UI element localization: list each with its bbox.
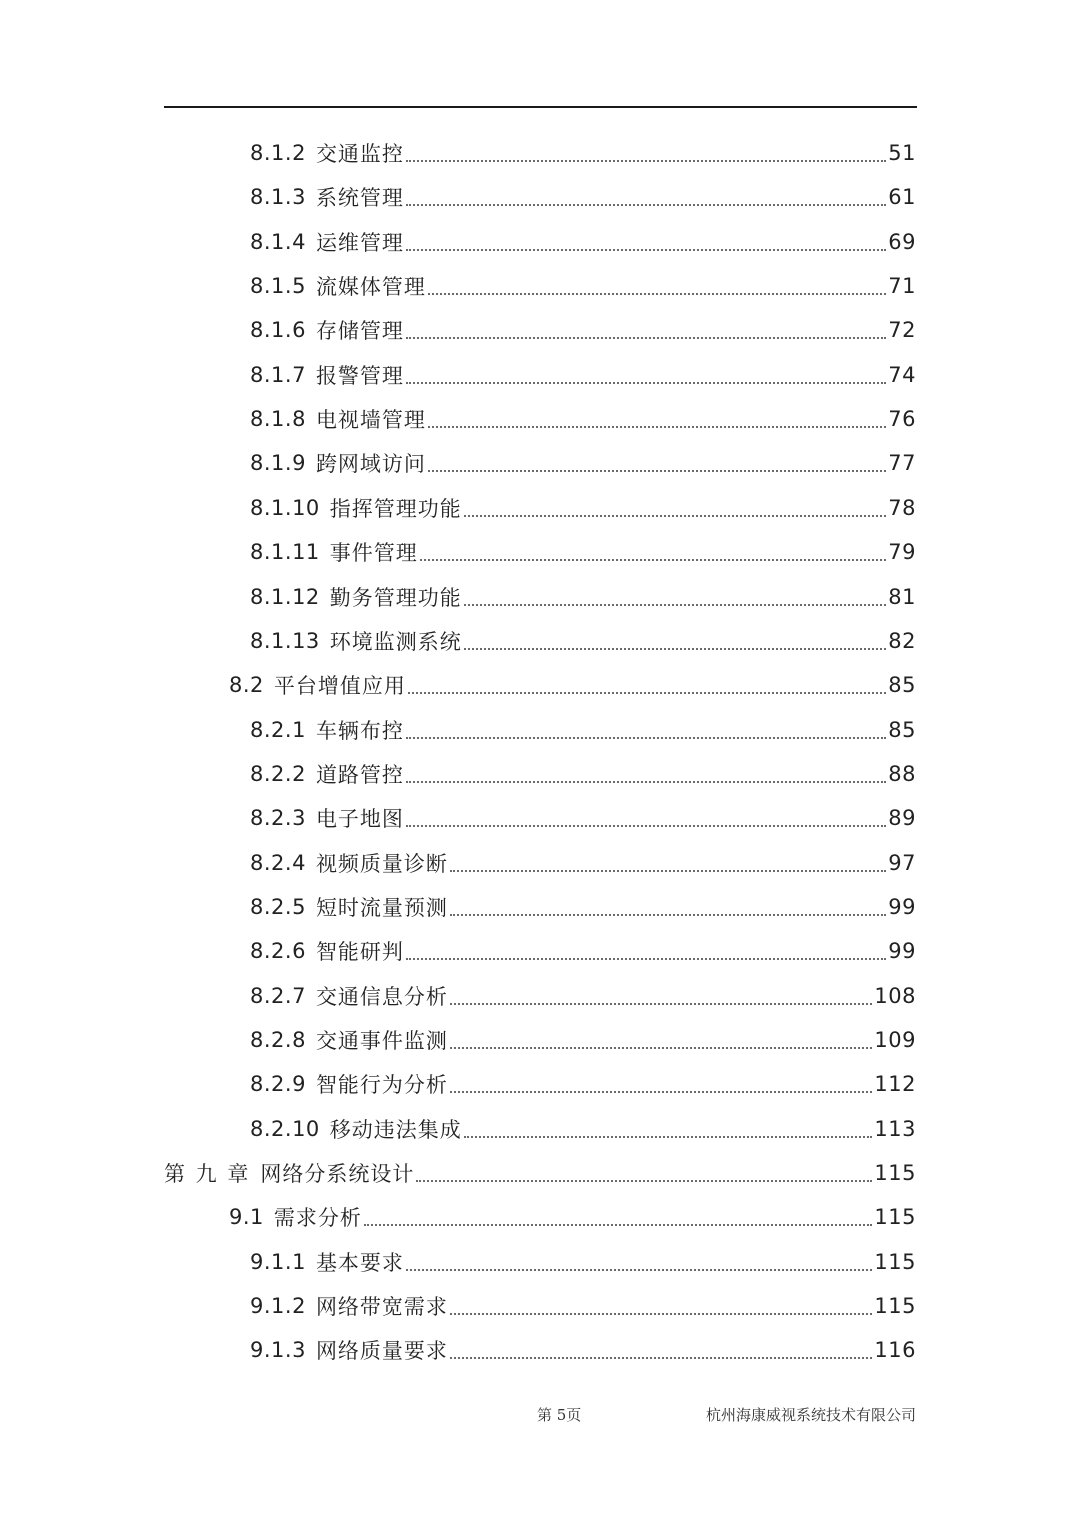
toc-entry-page-number: 99 bbox=[888, 895, 916, 919]
toc-entry[interactable] bbox=[250, 220, 916, 264]
toc-entry-page-number: 97 bbox=[888, 851, 916, 875]
toc-entry-page-number: 82 bbox=[888, 629, 916, 653]
toc-leader-dots bbox=[428, 293, 886, 295]
toc-entry[interactable] bbox=[250, 1107, 916, 1151]
toc-entry-number: 8.2.8 bbox=[250, 1028, 306, 1052]
toc-leader-dots bbox=[450, 1047, 872, 1049]
toc-entry-number: 9.1.3 bbox=[250, 1338, 306, 1362]
toc-leader-dots bbox=[464, 1136, 873, 1138]
toc-entry-page-number: 109 bbox=[874, 1028, 916, 1052]
toc-entry-title: 需求分析 bbox=[273, 1206, 362, 1230]
toc-leader-dots bbox=[450, 1313, 872, 1315]
toc-entry-page-number: 77 bbox=[888, 451, 916, 475]
toc-entry-number: 8.1.11 bbox=[250, 540, 320, 564]
footer-company-name: 杭州海康威视系统技术有限公司 bbox=[705, 1406, 916, 1424]
toc-entry-page-number: 89 bbox=[888, 806, 916, 830]
toc-entry[interactable] bbox=[229, 1195, 916, 1239]
toc-entry-number: 9.1.2 bbox=[250, 1294, 306, 1318]
toc-leader-dots bbox=[450, 1003, 872, 1005]
header-rule bbox=[164, 106, 917, 108]
toc-entry-title: 电子地图 bbox=[315, 807, 404, 831]
toc-entry-title: 系统管理 bbox=[315, 186, 404, 210]
toc-entry-title: 电视墙管理 bbox=[315, 408, 426, 432]
toc-entry[interactable] bbox=[250, 841, 916, 885]
toc-entry-title: 平台增值应用 bbox=[273, 674, 406, 698]
toc-entry-number: 8.2.1 bbox=[250, 718, 306, 742]
toc-leader-dots bbox=[406, 1269, 872, 1271]
toc-entry-title: 基本要求 bbox=[315, 1251, 404, 1275]
toc-entry[interactable] bbox=[250, 264, 916, 308]
toc-entry[interactable] bbox=[250, 929, 916, 973]
toc-entry-title: 智能研判 bbox=[315, 940, 404, 964]
toc-entry-number: 8.1.12 bbox=[250, 585, 320, 609]
toc-entry-page-number: 112 bbox=[874, 1072, 916, 1096]
toc-entry-number: 8.2.9 bbox=[250, 1072, 306, 1096]
toc-entry-page-number: 115 bbox=[874, 1250, 916, 1274]
toc-entry-title: 道路管控 bbox=[315, 763, 404, 787]
toc-entry-number: 8.2.3 bbox=[250, 806, 306, 830]
toc-entry-page-number: 115 bbox=[874, 1205, 916, 1229]
toc-entry[interactable] bbox=[250, 1240, 916, 1284]
toc-entry-title: 跨网域访问 bbox=[315, 452, 426, 476]
toc-entry[interactable] bbox=[250, 530, 916, 574]
toc-entry-page-number: 85 bbox=[888, 718, 916, 742]
toc-entry[interactable] bbox=[250, 708, 916, 752]
toc-entry-title: 网络分系统设计 bbox=[260, 1162, 415, 1186]
toc-entry-page-number: 88 bbox=[888, 762, 916, 786]
toc-entry-page-number: 61 bbox=[888, 185, 916, 209]
toc-entry-number: 8.1.2 bbox=[250, 141, 306, 165]
toc-entry-title: 勤务管理功能 bbox=[329, 586, 462, 610]
toc-entry-number: 8.2.4 bbox=[250, 851, 306, 875]
toc-entry[interactable] bbox=[250, 1328, 916, 1372]
toc-entry-number: 8.1.4 bbox=[250, 230, 306, 254]
toc-leader-dots bbox=[416, 1180, 872, 1182]
toc-entry[interactable] bbox=[229, 663, 916, 707]
toc-entry-page-number: 113 bbox=[874, 1117, 916, 1141]
toc-entry-number: 8.1.6 bbox=[250, 318, 306, 342]
toc-entry-page-number: 81 bbox=[888, 585, 916, 609]
toc-entry-title: 网络带宽需求 bbox=[315, 1295, 448, 1319]
toc-leader-dots bbox=[406, 737, 886, 739]
toc-leader-dots bbox=[450, 1357, 872, 1359]
toc-entry[interactable] bbox=[250, 752, 916, 796]
toc-leader-dots bbox=[406, 958, 886, 960]
toc-entry-number: 8.1.7 bbox=[250, 363, 306, 387]
footer-page-number: 第 5页 bbox=[537, 1406, 582, 1424]
toc-entry-page-number: 71 bbox=[888, 274, 916, 298]
toc-entry-number: 8.1.9 bbox=[250, 451, 306, 475]
toc-entry-title: 视频质量诊断 bbox=[315, 852, 448, 876]
toc-entry-title: 存储管理 bbox=[315, 319, 404, 343]
toc-entry[interactable] bbox=[250, 397, 916, 441]
toc-entry-page-number: 51 bbox=[888, 141, 916, 165]
toc-leader-dots bbox=[364, 1224, 873, 1226]
toc-entry-title: 交通事件监测 bbox=[315, 1029, 448, 1053]
toc-leader-dots bbox=[428, 470, 886, 472]
toc-entry-number: 8.1.13 bbox=[250, 629, 320, 653]
toc-entry[interactable] bbox=[250, 796, 916, 840]
toc-entry-page-number: 69 bbox=[888, 230, 916, 254]
toc-entry-title: 事件管理 bbox=[329, 541, 418, 565]
toc-entry-page-number: 79 bbox=[888, 540, 916, 564]
toc-entry-number: 8.1.8 bbox=[250, 407, 306, 431]
toc-entry-number: 8.1.5 bbox=[250, 274, 306, 298]
toc-entry[interactable] bbox=[250, 974, 916, 1018]
toc-leader-dots bbox=[408, 692, 886, 694]
toc-entry-page-number: 116 bbox=[874, 1338, 916, 1362]
toc-leader-dots bbox=[450, 870, 886, 872]
toc-entry-number: 8.2.2 bbox=[250, 762, 306, 786]
toc-entry-number: 8.2.6 bbox=[250, 939, 306, 963]
toc-entry-title: 智能行为分析 bbox=[315, 1073, 448, 1097]
toc-entry-title: 环境监测系统 bbox=[329, 630, 462, 654]
toc-entry-number: 8.2.5 bbox=[250, 895, 306, 919]
toc-leader-dots bbox=[464, 648, 886, 650]
toc-entry-page-number: 108 bbox=[874, 984, 916, 1008]
toc-entry-title: 交通信息分析 bbox=[315, 985, 448, 1009]
toc-entry-number: 8.2.7 bbox=[250, 984, 306, 1008]
toc-entry-title: 移动违法集成 bbox=[329, 1118, 462, 1142]
toc-entry[interactable] bbox=[250, 353, 916, 397]
toc-entry-page-number: 115 bbox=[874, 1161, 916, 1185]
toc-leader-dots bbox=[420, 559, 886, 561]
toc-entry-title: 网络质量要求 bbox=[315, 1339, 448, 1363]
toc-entry-number: 8.2 bbox=[229, 673, 264, 697]
toc-entry-title: 运维管理 bbox=[315, 231, 404, 255]
toc-leader-dots bbox=[450, 914, 886, 916]
toc-entry[interactable] bbox=[250, 308, 916, 352]
toc-entry-number: 9.1 bbox=[229, 1205, 264, 1229]
toc-entry[interactable] bbox=[250, 441, 916, 485]
toc-entry-page-number: 115 bbox=[874, 1294, 916, 1318]
toc-entry[interactable] bbox=[250, 1062, 916, 1106]
toc-entry-page-number: 72 bbox=[888, 318, 916, 342]
toc-entry-title: 指挥管理功能 bbox=[329, 497, 462, 521]
toc-entry-title: 流媒体管理 bbox=[315, 275, 426, 299]
toc-leader-dots bbox=[428, 426, 886, 428]
toc-entry-title: 短时流量预测 bbox=[315, 896, 448, 920]
toc-entry-number: 第 九 章 bbox=[164, 1162, 251, 1186]
toc-entry-page-number: 85 bbox=[888, 673, 916, 697]
toc-leader-dots bbox=[406, 781, 886, 783]
toc-leader-dots bbox=[464, 515, 886, 517]
toc-leader-dots bbox=[406, 204, 886, 206]
toc-entry-title: 交通监控 bbox=[315, 142, 404, 166]
toc-entry[interactable] bbox=[250, 131, 916, 175]
toc-entry-page-number: 99 bbox=[888, 939, 916, 963]
toc-entry-title: 车辆布控 bbox=[315, 719, 404, 743]
toc-leader-dots bbox=[406, 160, 886, 162]
toc-leader-dots bbox=[464, 604, 886, 606]
toc-entry[interactable] bbox=[250, 1018, 916, 1062]
toc-entry[interactable] bbox=[164, 1151, 916, 1195]
toc-entry-number: 8.1.10 bbox=[250, 496, 320, 520]
toc-entry[interactable] bbox=[250, 486, 916, 530]
toc-leader-dots bbox=[406, 249, 886, 251]
toc-entry[interactable] bbox=[250, 885, 916, 929]
toc-leader-dots bbox=[406, 382, 886, 384]
toc-entry[interactable] bbox=[250, 1284, 916, 1328]
toc-entry[interactable] bbox=[250, 575, 916, 619]
toc-entry-page-number: 74 bbox=[888, 363, 916, 387]
toc-entry-number: 8.2.10 bbox=[250, 1117, 320, 1141]
toc-entry-number: 8.1.3 bbox=[250, 185, 306, 209]
toc-entry-number: 9.1.1 bbox=[250, 1250, 306, 1274]
toc-entry[interactable] bbox=[250, 619, 916, 663]
toc-entry[interactable] bbox=[250, 175, 916, 219]
toc-entry-title: 报警管理 bbox=[315, 364, 404, 388]
toc-entry-page-number: 78 bbox=[888, 496, 916, 520]
toc-leader-dots bbox=[406, 825, 886, 827]
toc-leader-dots bbox=[450, 1091, 872, 1093]
toc-entry-page-number: 76 bbox=[888, 407, 916, 431]
toc-leader-dots bbox=[406, 337, 886, 339]
